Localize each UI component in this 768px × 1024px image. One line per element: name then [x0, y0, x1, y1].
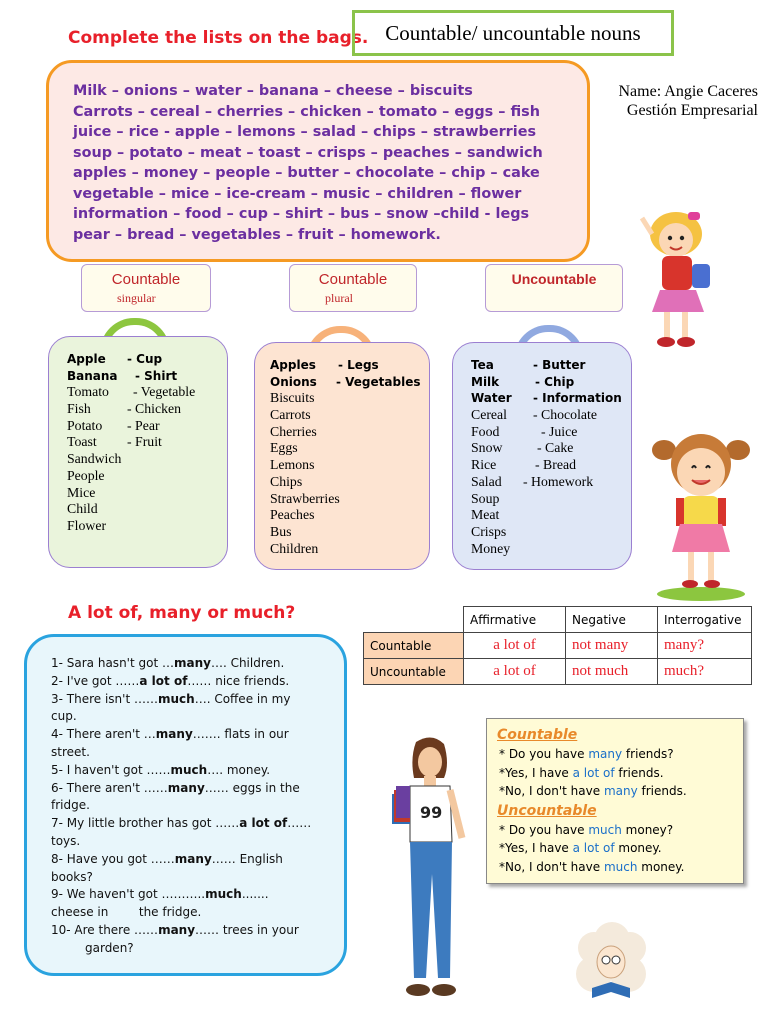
bag-word: - Butter [533, 358, 586, 372]
bag-word: Mice [67, 484, 96, 500]
student-with-books-illustration [388, 734, 470, 1016]
exercise-answer: many [167, 780, 205, 795]
exercise-item [51, 922, 336, 958]
exercise-text: 1- Sara hasn't got … [51, 656, 174, 670]
exercise-item [51, 762, 336, 780]
exercise-text: 6- There aren't …… [51, 780, 168, 795]
exercise-text: fridge. [51, 798, 90, 813]
exercise-text: toys. [51, 833, 81, 848]
table-cell: many? [658, 633, 752, 659]
exercise-text: 9- We haven't got ……….. [51, 887, 206, 902]
bag-word: Cherries [270, 423, 317, 439]
exercise-text: …… [287, 816, 312, 831]
exercise-text: 10- Are there …… [51, 922, 159, 937]
exercise-text: cup. [51, 709, 77, 724]
bag-word: - Vegetables [336, 374, 421, 389]
exercise-text: 5- I haven't got …… [51, 762, 171, 777]
note-line [497, 764, 743, 783]
exercise-text: books? [51, 869, 93, 884]
bag-word: Sandwich [67, 451, 122, 467]
waving-girl-illustration [636, 204, 732, 356]
exercise-answer: much [170, 762, 208, 777]
bag-word: Child [67, 501, 98, 517]
bag-uncountable [452, 342, 632, 570]
exercise-answer: a lot of [239, 816, 288, 831]
label-main: Countable [111, 271, 181, 288]
bag-countable-singular [48, 336, 228, 568]
pigtail-girl-illustration [646, 424, 756, 604]
column-header: Negative [566, 607, 658, 633]
instruction-heading: Complete the lists on the bags. [68, 28, 369, 48]
note-text: friends. [637, 784, 687, 798]
bag-word: Eggs [270, 440, 298, 456]
note-keyword: many [588, 747, 623, 761]
exercise-text: ....... [241, 887, 269, 902]
bag-word: - Chicken [127, 401, 182, 417]
bag-word: People [67, 467, 105, 483]
bag-word: Carrots [270, 407, 311, 423]
exercise-text: garden? [85, 940, 134, 955]
note-text: money. [614, 841, 662, 855]
sheep-reading-illustration [568, 918, 654, 1006]
bag-word: Biscuits [270, 390, 315, 406]
exercise-item [51, 886, 336, 922]
bag-word: Rice [471, 457, 497, 473]
bag-word: - Chip [535, 374, 575, 389]
label-countable-plural [289, 264, 417, 312]
note-text: friends. [614, 765, 664, 780]
word-list-line: juice – rice - apple – lemons – salad – chips – strawberries [73, 124, 537, 140]
student-course: Gestión Empresarial [626, 102, 758, 119]
exercise-item [51, 780, 336, 816]
table-cell: a lot of [464, 633, 566, 659]
exercise-text: …… eggs in the [204, 780, 300, 795]
bag-word: Toast [67, 434, 97, 450]
bag-word: - Legs [338, 358, 379, 372]
exercise-text: …… English [211, 851, 283, 866]
table-header-row [364, 607, 752, 633]
examples-note [486, 718, 744, 884]
exercise-item [51, 815, 336, 851]
bag-word: Cereal [471, 407, 508, 423]
exercise-answer: many [173, 656, 211, 670]
bag-word: Tea [471, 358, 494, 372]
exercise-text: 3- There isn't …… [51, 691, 158, 706]
word-list-box [46, 60, 590, 262]
bag-word: - Homework [523, 473, 594, 489]
note-line [497, 782, 743, 801]
note-text: friends? [622, 747, 674, 761]
worksheet-title: Countable/ uncountable nouns [352, 10, 674, 56]
note-keyword: a lot of [572, 765, 615, 780]
exercise-item [51, 691, 336, 727]
bag-word: - Juice [541, 423, 578, 439]
bag-word: Strawberries [270, 490, 340, 506]
bag-word: Soup [471, 490, 500, 506]
bag-word: Money [471, 540, 511, 556]
note-heading: Countable [497, 727, 578, 743]
bag-word: - Vegetable [133, 384, 196, 400]
row-header: Countable [364, 633, 464, 659]
word-list-line: apples – money – people – butter – chocolate – chip – cake [73, 165, 540, 181]
bag-word: - Fruit [127, 434, 162, 450]
bag-word: - Pear [127, 417, 160, 433]
exercise-answer: much [157, 691, 195, 706]
table-row [364, 633, 752, 659]
exercise-text: 7- My little brother has got …… [51, 816, 240, 831]
note-keyword: many [603, 784, 638, 798]
note-text: *Yes, I have [499, 841, 573, 855]
bag-word: Food [471, 423, 500, 439]
exercise-answer: many [158, 922, 196, 937]
exercise-item [51, 655, 336, 673]
bag-word: Potato [67, 417, 103, 433]
table-cell: not much [566, 659, 658, 685]
table-cell: much? [658, 659, 752, 685]
row-header: Uncountable [364, 659, 464, 685]
label-sub: singular [117, 291, 156, 305]
exercise-text: ……. flats in our [192, 727, 289, 742]
exercise-text: 8- Have you got …… [51, 851, 175, 866]
shirt-number: 99 [420, 803, 443, 822]
label-main: Uncountable [511, 271, 597, 287]
bag-word: - Information [533, 391, 622, 406]
column-header: Interrogative [658, 607, 752, 633]
bag-word: Fish [67, 401, 91, 417]
exercise-item [51, 726, 336, 762]
bag-word: Lemons [270, 457, 315, 473]
note-line [497, 821, 743, 840]
bag-word: Salad [471, 473, 502, 489]
exercise-text: …… nice friends. [187, 673, 290, 688]
word-list-line: information – food – cup – shirt – bus – snow –child - legs [73, 206, 530, 222]
exercise-answer: much [205, 887, 242, 902]
label-main: Countable [318, 271, 388, 288]
note-heading: Uncountable [497, 802, 597, 819]
usage-table [363, 606, 752, 685]
bag-word: Onions [270, 374, 317, 389]
note-line [497, 858, 743, 877]
word-list-line: soup – potato – meat – toast – crisps – peaches – sandwich [73, 144, 543, 161]
bag-word: Milk [471, 374, 500, 389]
exercise-answer: a lot of [139, 673, 188, 688]
bag-word: - Shirt [135, 368, 178, 383]
bag-word: Peaches [270, 507, 315, 523]
section-title: A lot of, many or much? [68, 603, 296, 623]
note-text: *No, I don't have [499, 859, 604, 874]
bag-word: Chips [270, 473, 303, 489]
exercise-text: …. money. [207, 762, 271, 777]
student-name: Name: Angie Caceres [618, 83, 758, 100]
exercise-text: street. [51, 744, 90, 759]
bag-word: Snow [471, 440, 503, 456]
exercise-text: …. Coffee in my [194, 691, 291, 706]
exercise-item [51, 851, 336, 887]
note-keyword: much [588, 822, 622, 837]
label-sub: plural [325, 291, 353, 305]
bag-word: Bus [270, 523, 292, 539]
word-list-line: Carrots – cereal – cherries – chicken – tomato – eggs – fish [73, 103, 540, 120]
student-info [598, 82, 758, 120]
bag-word: Apples [270, 358, 316, 372]
exercise-text: 4- There aren't … [51, 727, 156, 742]
note-keyword: much [603, 859, 638, 874]
table-cell: a lot of [464, 659, 566, 685]
note-text: *Yes, I have [499, 765, 573, 780]
bag-word: Apple [67, 352, 106, 366]
table-cell: not many [566, 633, 658, 659]
bag-word: - Bread [535, 457, 576, 473]
word-list-line: Milk – onions – water – banana – cheese – biscuits [73, 83, 473, 99]
label-uncountable [485, 264, 623, 312]
exercise-text: 2- I've got …… [51, 673, 140, 688]
exercise-text: cheese in the fridge. [51, 905, 202, 920]
bag-countable-plural [254, 342, 430, 570]
note-text: * Do you have [499, 822, 589, 837]
exercise-item [51, 673, 336, 691]
exercise-box [24, 634, 347, 976]
bag-word: Banana [67, 368, 118, 383]
bag-word: - Chocolate [533, 407, 597, 423]
bag-word: - Cake [537, 440, 574, 456]
note-line [497, 745, 743, 764]
label-countable-singular [81, 264, 211, 312]
exercise-text: …… trees in your [195, 922, 299, 937]
exercise-answer: many [174, 851, 212, 866]
note-line [497, 839, 743, 858]
bag-word: Meat [471, 507, 500, 523]
bag-word: - Cup [127, 352, 163, 366]
word-list-line: vegetable – mice – ice-cream – music – children – flower [73, 185, 522, 202]
bag-word: Flower [67, 517, 107, 533]
exercise-text: …. Children. [210, 656, 285, 670]
note-text: * Do you have [499, 747, 589, 761]
note-text: money. [637, 859, 685, 874]
note-text: *No, I don't have [499, 784, 604, 798]
bag-word: Tomato [67, 384, 109, 400]
table-row [364, 659, 752, 685]
note-keyword: a lot of [572, 841, 615, 855]
bag-word: Water [471, 391, 512, 406]
bag-word: Children [270, 540, 319, 556]
column-header: Affirmative [464, 607, 566, 633]
note-text: money? [621, 822, 674, 837]
exercise-answer: many [155, 727, 193, 742]
bag-word: Crisps [471, 523, 507, 539]
word-list-line: pear – bread – vegetables – fruit – homework. [73, 226, 441, 243]
